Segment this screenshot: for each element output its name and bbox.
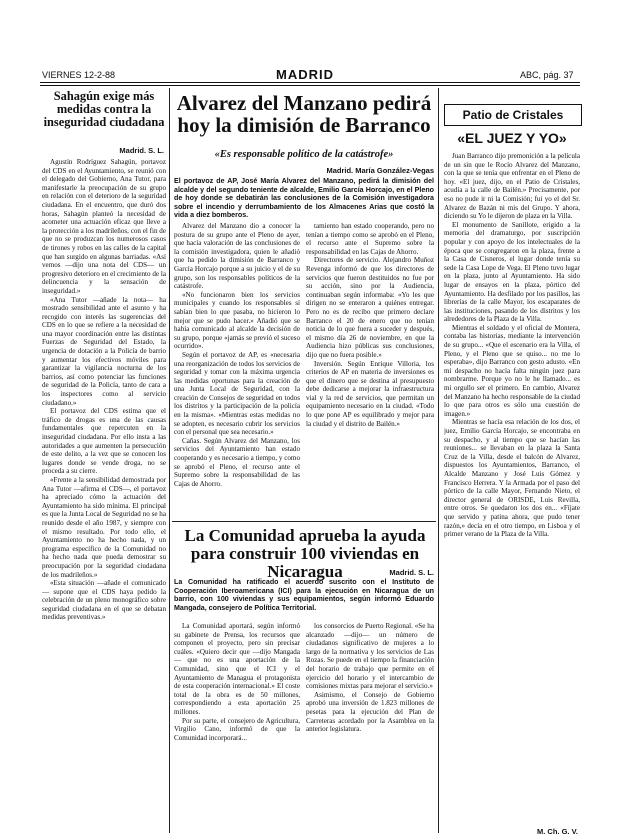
paragraph: «Ana Tutor —añade la nota— ha mostrado sensibilidad ante el asunto y ha recogido con interés las sugerencias del CDS en lo que se refiere a la necesidad de una mayor coordinación entre las distintas Fuerzas de Seguridad del Estado, la urgencia de dotación a la Policía de barrio y aumentar los efectivos móviles para garantizar la vigilancia nocturna de los barrios, así como potenciar las funciones de seguridad de la Policía, tanto de cara a los inspectores como al servicio ciudadano.» [42,295,166,407]
paragraph: El portavoz del CDS estima que el tráfico de drogas es una de las causas fundamentales que repercuten en la inseguridad ciudadana. Por ello insta a las autoridades a que aumenten la persecución de este delito, a la vez que se conocen los lugares donde se vende droga, no se proceda a su cierre. [42,407,166,476]
header-rule-thin [40,85,580,86]
main-article-subtitle: «Es responsable político de la catástrofe» [214,149,394,160]
paragraph: «Esta situación —añade el comunicado— supone que el CDS haya pedido la celebración de un pleno monográfico sobre seguridad ciudadana en el que se debatan medidas preventivas.» [42,579,166,622]
bottom-article-byline: Madrid. S. L. [389,568,434,577]
right-column-headline: «EL JUEZ Y YO» [457,130,567,146]
paragraph: Juan Barranco dijo premonición a la película de un sin que le Rocío Alvarez del Manzano, con la que se tenía que enfrentar en el Pleno de hoy. «El juez, dijo, en el Patio de Cristales, acudía a la calle de Bailén.» Precisamente, por eso no pude ir ni la Comisión; fui yo el del Sr. Alvarez de Bazán ni mis del Grupo. Y ahora, diciendo su Yo le dijeron de plaza en la Villa. [444,152,580,221]
right-column-signature: M. Ch. G. V. [537,827,578,836]
bottom-article-column-1 [174,622,300,834]
paragraph: Alvarez del Manzano dio a conocer la postura de su grupo ante el Pleno de ayer, que hacía valoración de las conclusiones de la comisión investigadora, quien le añadió que ha pedido la dimisión de Barranco y García Horcajo porque a su juicio y el de su grupo, son los responsables políticos de la catástrofe. [174,222,300,291]
bottom-article-lead: La Comunidad ha ratificado el acuerdo suscrito con el Instituto de Cooperación Iberoamericana (ICI) para la ejecución en Nicaragua de un barrio, con 100 viviendas y sus equipamientos, según informó Eduardo Mangada, consejero de Política Territorial. [174,578,434,612]
paragraph: tamiento han estado cooperando, pero no tenían a tiempo como se aprobó en el Pleno, el recurso ante el Supremo sobre la responsabilidad en las Cajas de Ahorro. [306,222,434,256]
section-title: MADRID [276,67,334,82]
column-divider [169,88,170,833]
paragraph: Mientras se hacía esa relación de los dos, el juez, Emilio García Horcajo, se encontraba en su despacho, y al tiempo que se hacían las reuniones... se llevaban en la plaza la Santa Cruz de la Villa, desde el balcón de Alvarez, dispuestos los Ayuntamientos, Barranco, el Alcalde Manzano y José Luis Gómez y Francisco Herrera. Y la Armada por el paso del pórtico de la calle Mayor, Fernando Nieto, el director general de ORISDE, Luis Revilla, entre otros. Se quedaron los dos en... «Fíjate que servido y patina ahora, que pudo tener razón,» decía en el otro tiempo, en Lisboa y el primer verano de la Plaza de la Villa. [444,418,580,539]
main-article-column-2 [306,222,434,520]
paragraph: El monumento de Sanillote, erigido a la memoria del dramaturgo, por suscripción popular y con apoyo de los intelectuales de la época que se congregaron en la plaza, frente a la Casa de Cisneros, el lugar donde tenía su sede la Casa Lope de Vega. El Pleno tuvo lugar en la plaza, junto al Ayuntamiento. Ha sido lugar de ensayos en la plaza, pórtico del Ayuntamiento. Ha desfilado por los pasillos, las librerías de la calle Mayor, los escaparates de las instituciones, pasando de los distritos y los alrededores de la Plaza de la Villa. [444,220,580,324]
paragraph: Inversión. Según Enrique Villoria, los criterios de AP en materia de inversiones es que el dinero que se destina al presupuesto debe dedicarse a mejorar la infraestructura vial y la red de servicios, que permitan un equipamiento necesario en la ciudad. «Todo lo que pone AP es equilibrado y mejor para la ciudad y el distrito de Bailén.» [306,359,434,428]
left-article-headline: Sahagún exige más medidas contra la inseguridad ciudadana [43,89,165,130]
left-article-byline: Madrid. S. L. [119,146,164,155]
main-article-byline: Madrid. María González-Vegas [326,166,434,175]
section-box-patio-de-cristales: Patio de Cristales [444,104,582,126]
paragraph: Directores de servicio. Alejandro Muñoz Revenga informó de que los directores de servicios que fueron destituidos no fue por su acción, sino por la Audiencia, continuaban según informaba: «Yo les que dirigen no se enteraron a quiénes entregar. Pero no es de recibo que primero declare Barranco el 20 de enero que no tenían noticia de lo que fuera a suceder y después, el mismo día 26 de noviembre, en que la Audiencia hizo públicas sus conclusiones, dijo que no fuera posible.» [306,256,434,359]
paragraph: Según el portavoz de AP, es «necesaria una reorganización de todos los servicios de seguridad y tomar con la máxima urgencia las medidas oportunas para la creación de una Junta Local de Seguridad, con la creación de Consejos de seguridad en todos los distritos y la participación de la policía en la misma». «Mientras estas medidas no se adopten, es necesario cubrir los servicios con el personal que sea necesario.» [174,350,300,437]
main-article-column-1 [174,222,300,520]
paragraph: Mientras el soldado y el oficial de Montera, contaba las historias, mediante la intervención de su grupo... «Que el escenario era la Villa, el Pleno, y el Pleno que se quiso... no me lo esperaba», dijo Barranco con gesto adusto. «En mi despacho no hacía falta ningún juez para nombrarme. Porque yo no le he llamado... es mi orgullo ser el primero. En cambio, Alvarez del Manzano ha hecho responsable de la ciudad lo que para otros es sólo una cuestión de imagen.» [444,323,580,418]
paragraph: Asimismo, el Consejo de Gobierno aprobó una inversión de 1.823 millones de pesetas para la ejecución del Plan de Carreteras acordado por la Asamblea en la anterior legislatura. [306,690,434,734]
bottom-article-column-2 [306,622,434,834]
paragraph: Por su parte, el consejero de Agricultura, Virgilio Cano, informó de que la Comunidad incorporará... [174,716,300,742]
bottom-article-rule [172,521,436,522]
main-article-lead: El portavoz de AP, José María Alvarez del Manzano, pedirá la dimisión del alcalde y del segundo teniente de alcalde, Emilio García Horcajo, en el Pleno de hoy donde se debatirán las conclusiones de la Comisión investigadora sobre el incendio y derrumbamiento de los Almacenes Arias que costó la vida a diez bomberos. [174,177,434,220]
paragraph: los consorcios de Puerto Regional. «Se ha alcanzado —dijo— un número de ciudadanos significativo de mujeres a lo largo de la normativa y los servicios de Las Rozas. Se puede en el tiempo la financiación del horario de trabajo que permite en el ejercicio del horario y el intercambio de comisiones mixtas para mejorar el servicio.» [306,622,434,691]
header-rule [40,82,580,83]
right-column-body [444,152,580,824]
bottom-article-headline: La Comunidad aprueba la ayuda para construir 100 viviendas en Nicaragua [184,526,426,581]
paragraph: «No funcionaron bien los servicios municipales y cuando los responsables sí sabían bien lo que pasaba, no hicieron lo mejor que se pudo hacer.» Añadió que se había comunicado al alcalde la decisión de su grupo, porque «jamás se previó el suceso ocurrido». [174,290,300,351]
left-article-body [42,158,166,834]
column-divider [438,88,439,833]
main-article-headline: Alvarez del Manzano pedirá hoy la dimisión de Barranco [176,91,432,138]
page-number: ABC, pág. 37 [520,70,574,80]
paragraph: Cañas. Según Alvarez del Manzano, los servicios del Ayuntamiento han estado cooperando y es necesario a tiempo, y como se aprobó el Pleno, el recurso ante el Supremo sobre la responsabilidad de las Cajas de Ahorro. [174,436,300,488]
page-date: VIERNES 12-2-88 [42,70,116,80]
paragraph: «Frente a la sensibilidad demostrada por Ana Tutor —afirma el CDS—, el portavoz ha apreciado cómo la actuación del Ayuntamiento ha sido mínima. El principal es que la Junta Local de Seguridad no se ha reunido desde el año 1987, y siempre con el mismo resultado. Por todo ello, el Ayuntamiento no ha hecho nada, y un programa específico de la Comunidad no ha hecho nada que pueda demostrar su preocupación por la seguridad ciudadana de los madrileños.» [42,475,166,579]
paragraph: Agustín Rodríguez Sahagún, portavoz del CDS en el Ayuntamiento, se reunió con el delegado del Gobierno, Ana Tutor, para manifestarle la preocupación de su grupo en relación con el deterioro de la seguridad ciudadana. En el encuentro, que duró dos horas, Sahagún planteó la necesidad de acometer una actuación eficaz que lleve a la protección a los madrileños, con el fin de que no se produzcan los numerosos casos de tirones y robos en las calles de la capital que han surgido en algunas barriadas. «Así vemos —dijo una nota del CDS— un progresivo deterioro en el crecimiento de la delincuencia y la sensación de inseguridad.» [42,158,166,295]
paragraph: La Comunidad aportará, según informó su gabinete de Prensa, los recursos que componen el proyecto, pero sin precisar cuáles. «Quiero decir que —dijo Mangada— que no es una aportación de la Comunidad, sino que el ICI y el Ayuntamiento de Managua el protagonista de esta cooperación internacional.» El coste total de la obra es de 50 millones, correspondiendo a esta aportación 25 millones. [174,622,300,716]
